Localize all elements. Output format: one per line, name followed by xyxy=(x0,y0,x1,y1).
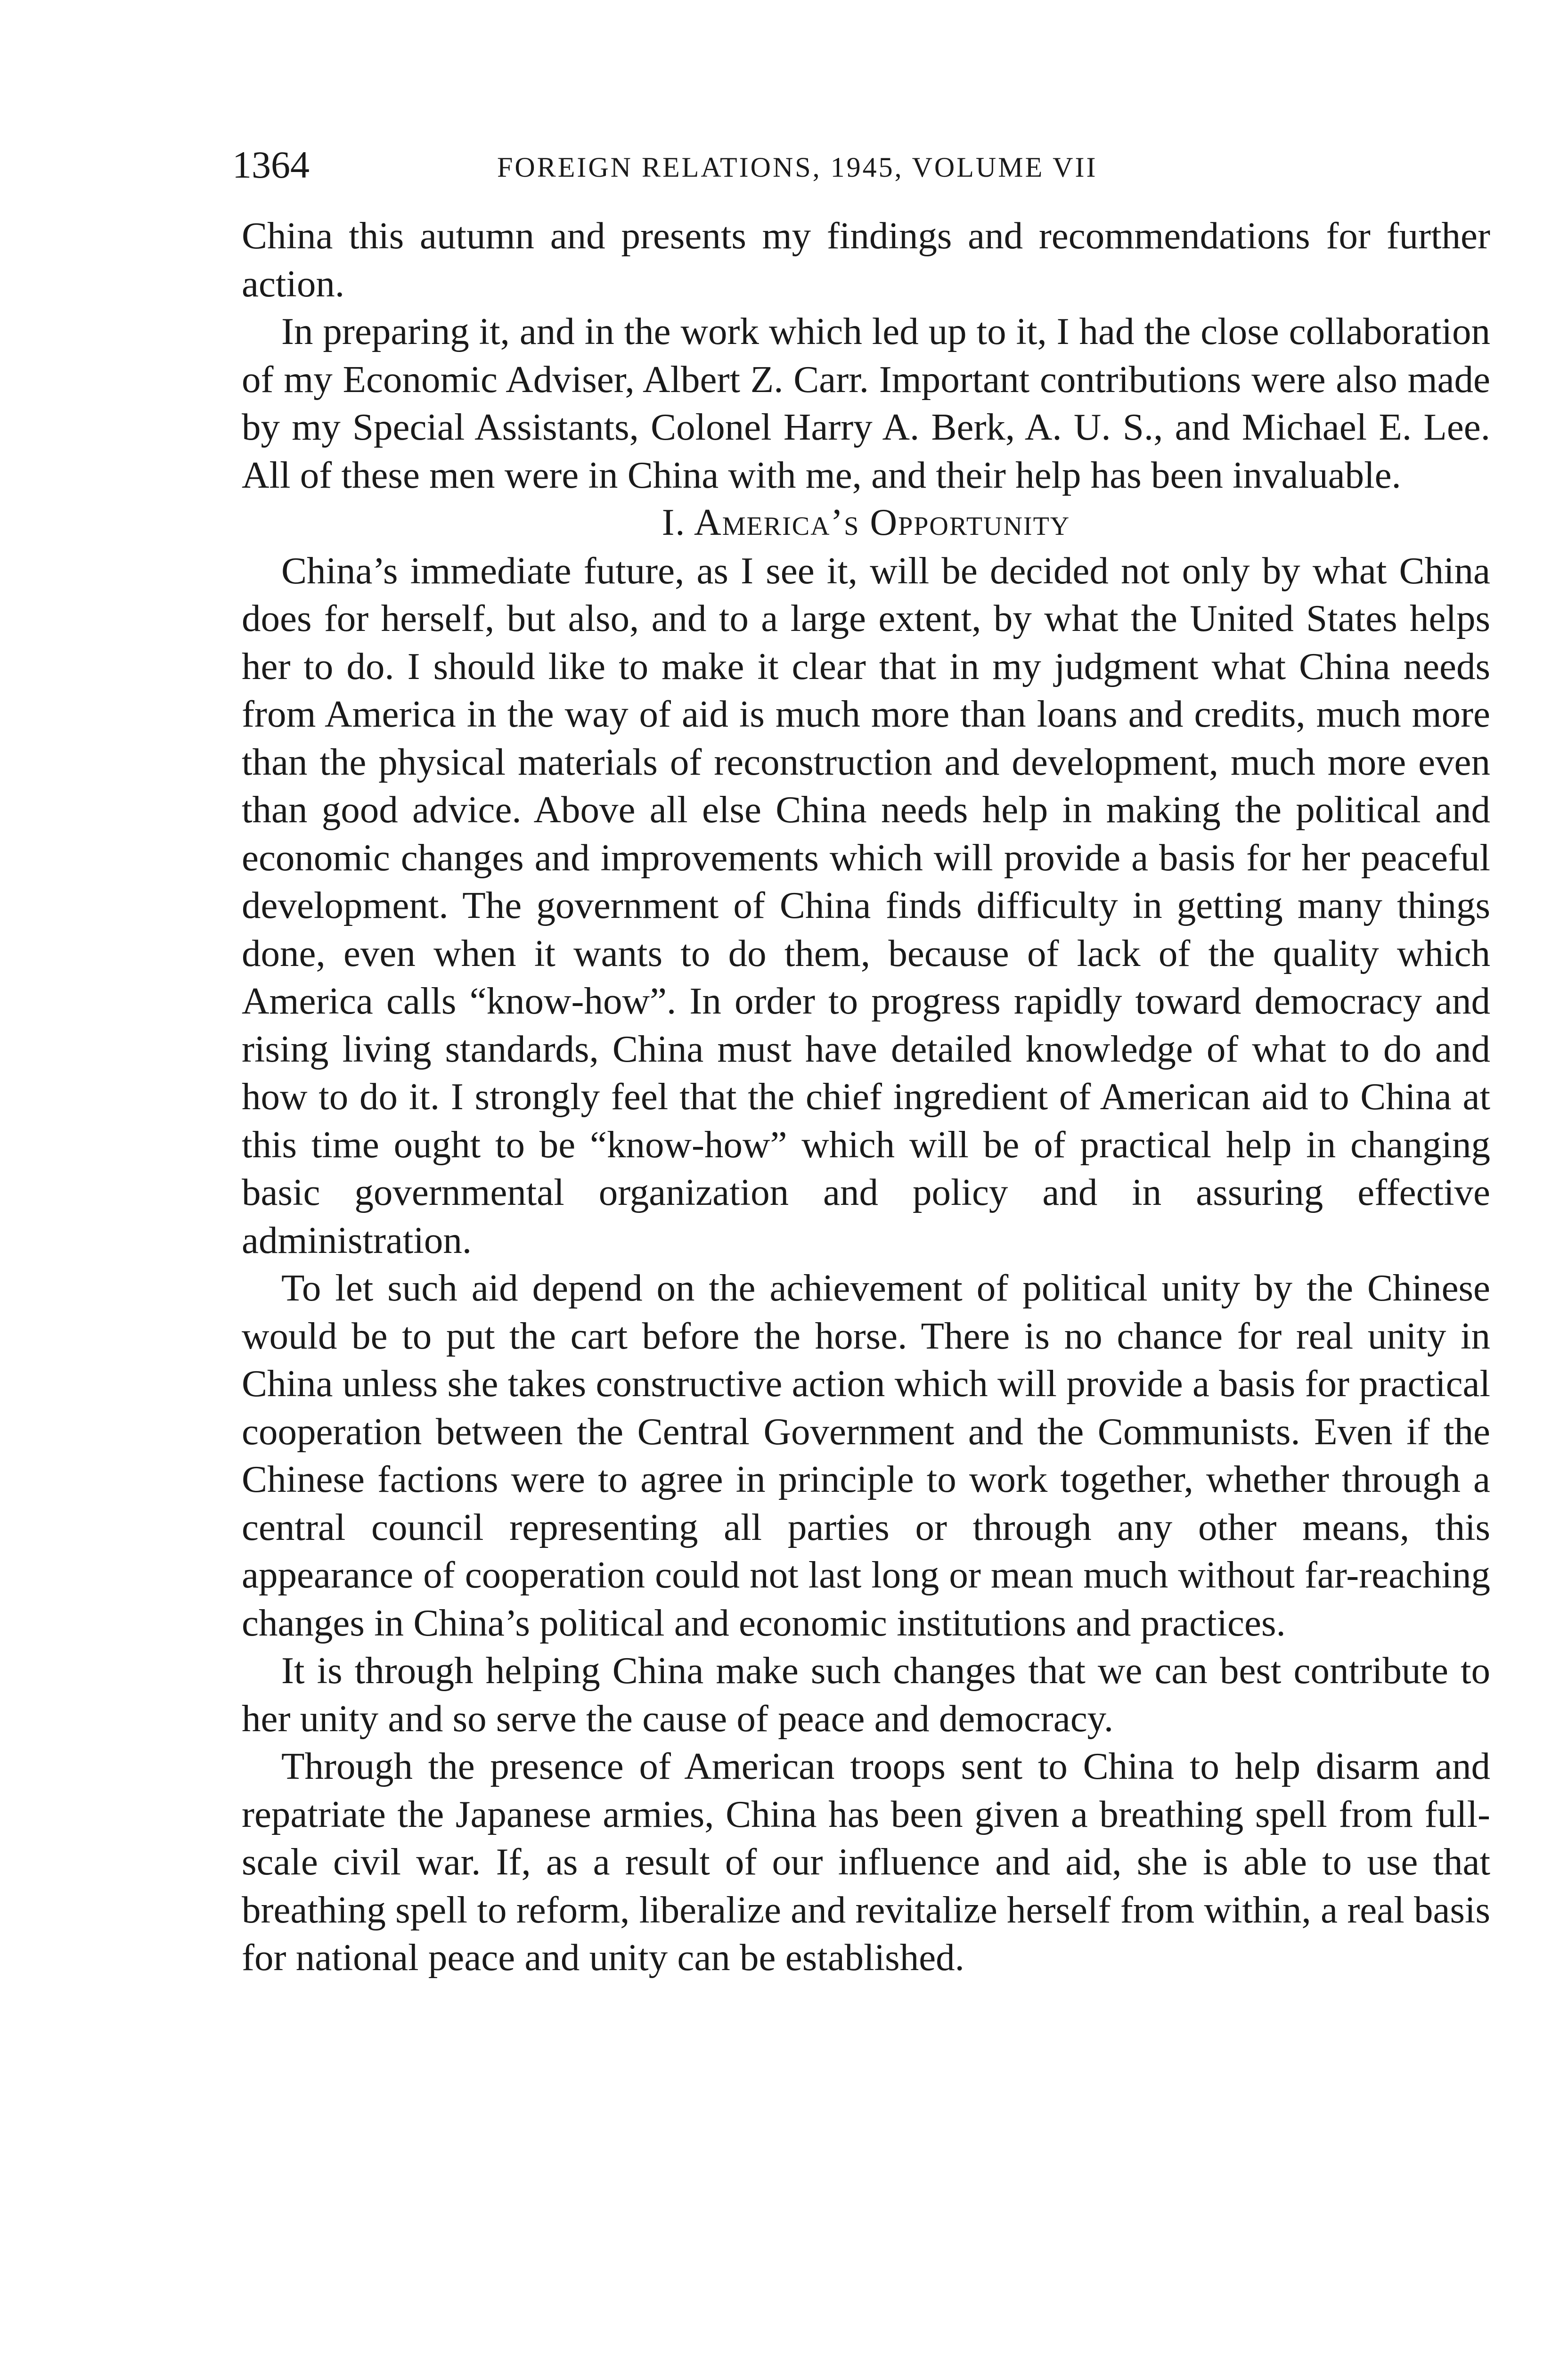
running-title: FOREIGN RELATIONS, 1945, VOLUME VII xyxy=(497,152,1098,183)
paragraph-continuation: China this autumn and presents my findings and recommendations for further action. xyxy=(242,214,1490,305)
body-text xyxy=(242,212,1490,1982)
page-number: 1364 xyxy=(232,143,310,186)
document-page xyxy=(232,141,1490,1982)
paragraph-collaborators: In preparing it, and in the work which led up to it, I had the close collaboration of my Economic Adviser, Albert Z. Carr. Important contributions were also made by my Special Assistants, Colonel Harry A. Berk, A. U. S., and Michael E. Lee. All of these men were in China with me, and their help has been invaluable. xyxy=(242,310,1490,496)
paragraph-know-how: China’s immediate future, as I see it, will be decided not only by what China does for herself, but also, and to a large extent, by what the United States helps her to do. I should like to make it clear that in my judgment what China needs from America in the way of aid is much more than loans and credits, much more than the physical materials of reconstruction and development, much more even than good advice. Above all else China needs help in making the political and economic changes and improvements which will provide a basis for her peaceful development. The government of China finds difficulty in getting many things done, even when it wants to do them, because of lack of the quality which America calls “know-how”. In order to progress rapidly toward democracy and rising living standards, China must have detailed knowledge of what to do and how to do it. I strongly feel that the chief ingredient of American aid to China at this time ought to be “know-how” which will be of practical help in changing basic governmental organization and policy and in assuring effective administration. xyxy=(242,549,1490,1261)
section-heading: I. America’s Opportunity xyxy=(662,502,1070,543)
paragraph-unity: To let such aid depend on the achievement of political unity by the Chinese would be to put the cart before the horse. There is no chance for real unity in China unless she takes constructive action which will provide a basis for practical cooperation between the Central Government and the Communists. Even if the Chinese factions were to agree in principle to work together, whether through a central council representing all parties or through any other means, this appearance of cooperation could not last long or mean much without far-reaching changes in China’s political and economic institutions and practices. xyxy=(242,1267,1490,1644)
paragraph-changes: It is through helping China make such changes that we can best contribute to her unity and so serve the cause of peace and democracy. xyxy=(242,1649,1490,1740)
paragraph-breathing-spell: Through the presence of American troops sent to China to help disarm and repatriate the Japanese armies, China has been given a breathing spell from full-scale civil war. If, as a result of our influence and aid, she is able to use that breathing spell to reform, liberalize and revitalize herself from within, a real basis for national peace and unity can be established. xyxy=(242,1745,1490,1979)
running-head xyxy=(232,141,1490,193)
